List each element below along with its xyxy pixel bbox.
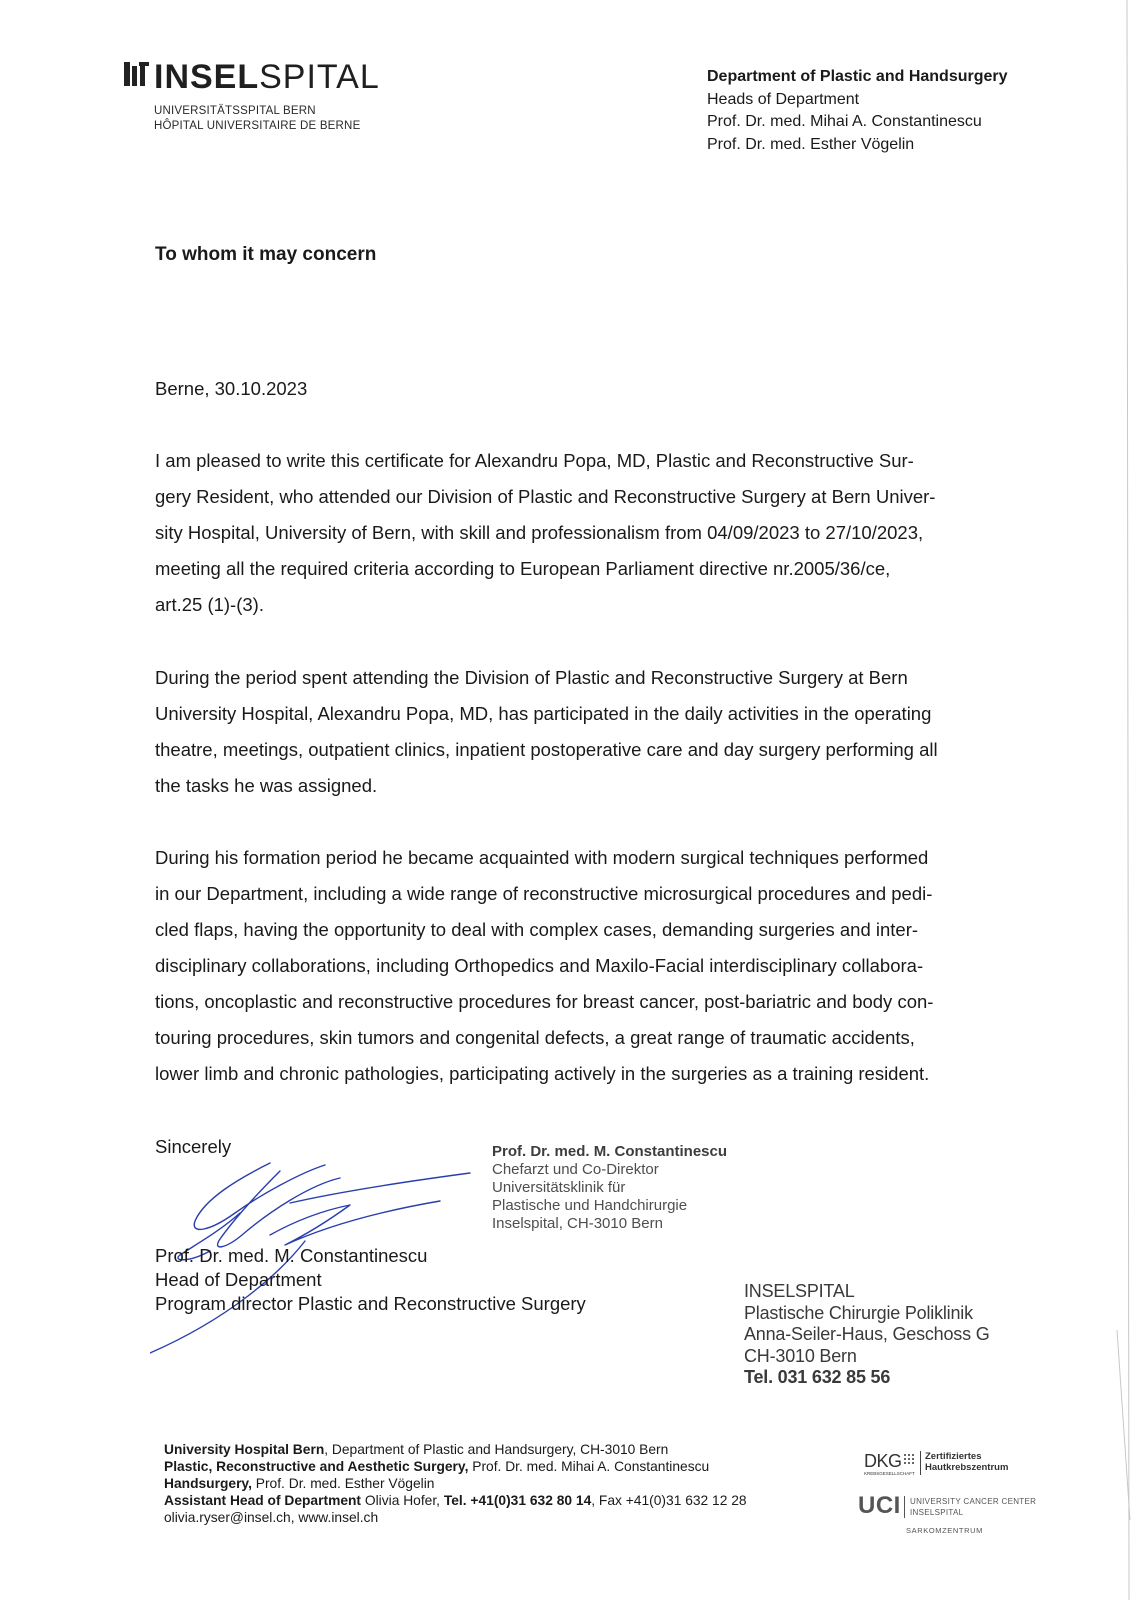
department-header	[707, 66, 1008, 156]
inselspital-emblem-icon	[124, 60, 152, 88]
clinic-stamp: INSELSPITAL Plastische Chirurgie Poliklinik Anna-Seiler-Haus, Geschoss G CH-3010 Bern Tel. 031 632 85 56	[744, 1281, 990, 1387]
salutation: To whom it may concern	[155, 244, 377, 265]
head-1: Prof. Dr. med. Mihai A. Constantinescu	[707, 113, 982, 130]
closing: Sincerely	[155, 1136, 232, 1157]
paragraph-1: I am pleased to write this certificate for Alexandru Popa, MD, Plastic and Reconstructive Sur- gery Resident, who attended our Division of Plastic and Reconstructive Surgery at Bern Univer- sity Hospital, University of Bern, with skill and professionalism from 04/09/2023 to 27/10/2023, meeting all the required criteria according to European Parliament directive nr.2005/36/ce, art.25 (1)-(3).	[155, 450, 936, 615]
head-2: Prof. Dr. med. Esther Vögelin	[707, 135, 915, 153]
paragraph-3: During his formation period he became acquainted with modern surgical techniques performed in our Department, including a wide range of reconstructive microsurgical procedures and pedi- cled flaps, having the opportunity to deal with complex cases, demanding surgeries and inter- disciplinary collaborations, including Orthopedics and Maxilo-Facial interdisciplinary collabora- tions, oncoplastic and reconstructive procedures for breast cancer, post-bariatric and body con- touring procedures, skin tumors and congenital defects, a great range of traumatic accidents, lower limb and chronic pathologies, participating actively in the surgeries as a training resident.	[155, 847, 934, 1084]
scan-edge-lines	[1111, 0, 1131, 1600]
professor-stamp: Prof. Dr. med. M. Constantinescu Chefarzt und Co-Direktor Universitätsklinik für Plastische und Handchirurgie Inselspital, CH-3010 Bern	[492, 1143, 728, 1232]
paragraph-2: During the period spent attending the Division of Plastic and Reconstructive Surgery at Bern University Hospital, Alexandru Popa, MD, has participated in the daily activities in the operating theatre, meetings, outpatient clinics, inpatient postoperative care and day surgery performing all the tasks he was assigned.	[155, 667, 938, 796]
signer-block	[155, 1244, 586, 1316]
date-line: Berne, 30.10.2023	[155, 378, 308, 399]
logo-subtitle: UNIVERSITÄTSSPITAL BERN HÔPITAL UNIVERSITAIRE DE BERNE	[154, 105, 361, 132]
dkg-dots-icon	[904, 1454, 916, 1468]
signer-role: Head of Department	[155, 1269, 322, 1290]
signer-program: Program director Plastic and Reconstructive Surgery	[155, 1293, 586, 1314]
department-title: Department of Plastic and Handsurgery	[707, 68, 1008, 85]
footer-contact: University Hospital Bern, Department of Plastic and Handsurgery, CH-3010 Bern Plastic, Reconstructive and Aesthetic Surgery, Prof. Dr. med. Mihai A. Constantinescu Handsurgery, Prof. Dr. med. Esther Vögelin Assistant Head of Department Olivia Hofer, Tel. +41(0)31 632 80 14, Fax +41(0)31 632 12 28 olivia.ryser@insel.ch, www.insel.ch	[164, 1442, 747, 1525]
heads-label: Heads of Department	[707, 90, 860, 108]
logo-wordmark: INSELSPITAL	[154, 58, 380, 96]
sarkomzentrum-label: SARKOMZENTRUM	[906, 1526, 983, 1535]
signer-name: Prof. Dr. med. M. Constantinescu	[155, 1245, 428, 1266]
